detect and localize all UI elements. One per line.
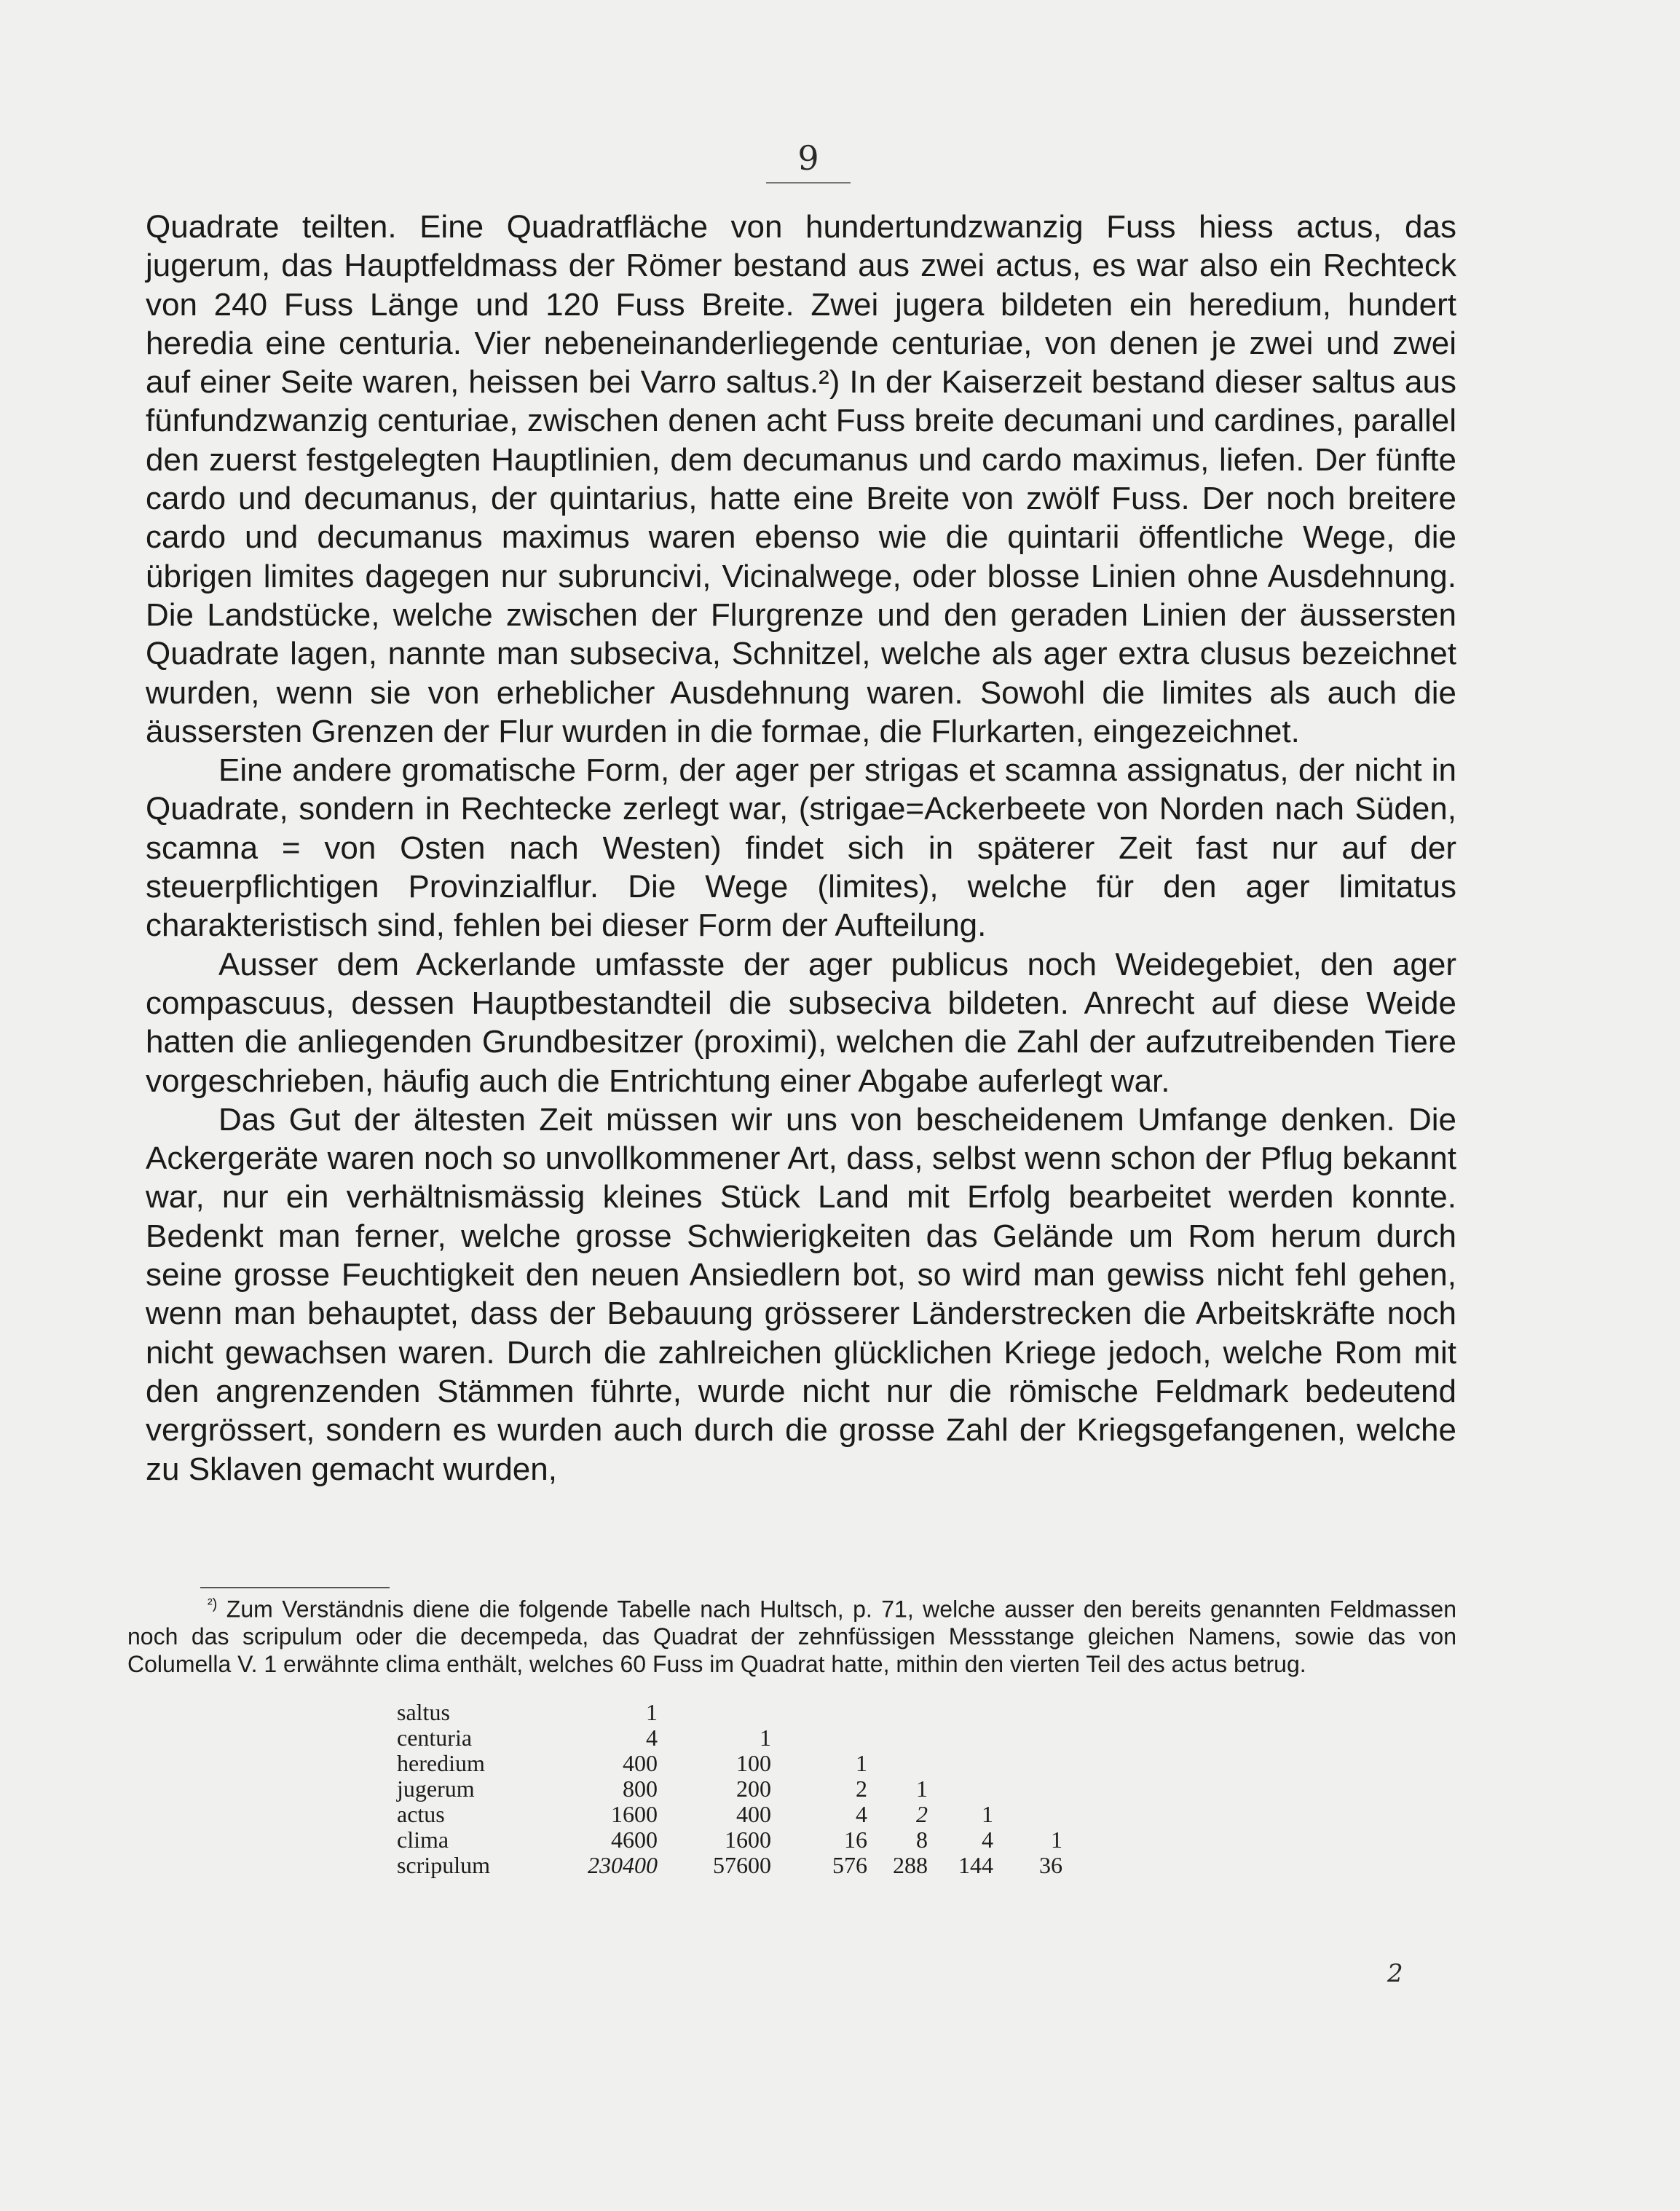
- table-cell: [771, 1725, 867, 1751]
- page-number: 9: [772, 138, 845, 178]
- table-cell: [771, 1700, 867, 1725]
- footnote-marker: ²): [208, 1596, 218, 1612]
- table-cell: 2: [916, 1801, 928, 1827]
- table-row: [397, 1802, 1062, 1827]
- table-cell: 1: [856, 1750, 867, 1776]
- table-cell: [993, 1751, 1062, 1776]
- table-cell: 1: [1051, 1826, 1062, 1853]
- table-cell: 400: [623, 1750, 658, 1776]
- paragraph-3: Ausser dem Ackerlande umfasste der ager publicus noch Weidegebiet, den ager compascuus, dessen Hauptbestandteil die subseciva bildeten. Anrecht auf diese Weide hatten die anliegenden Grundbesitzer (proximi), welchen die Zahl der aufzutreibenden Tiere vorgeschrieben, häufig auch die Entrichtung einer Abgabe auferlegt war.: [146, 946, 1456, 1099]
- table-cell: 2: [856, 1776, 867, 1802]
- table-cell: 1600: [725, 1826, 771, 1853]
- main-text: [146, 208, 1456, 1489]
- table-cell: 400: [736, 1801, 771, 1827]
- table-cell: 230400: [588, 1852, 658, 1878]
- table-cell: [993, 1776, 1062, 1802]
- table-row: [397, 1725, 1062, 1751]
- table-cell: [867, 1700, 928, 1725]
- table-cell: 16: [844, 1826, 867, 1853]
- unit-conversion-table: [397, 1700, 1062, 1878]
- table-cell: [993, 1700, 1062, 1725]
- table-cell: [928, 1700, 993, 1725]
- table-cell: [658, 1700, 771, 1725]
- paragraph-2: Eine andere gromatische Form, der ager per strigas et scamna assignatus, der nicht in Quadrate, sondern in Rechtecke zerlegt war, (strigae=Ackerbeete von Norden nach Süden, scamna = von Osten nach Westen) findet sich in späterer Zeit fast nur auf der steuerpflichtigen Provinzialflur. Die Wege (limites), welche für den ager limitatus charakteristisch sind, fehlen bei dieser Form der Aufteilung.: [146, 752, 1456, 944]
- table-cell: [867, 1725, 928, 1751]
- table-cell: [928, 1725, 993, 1751]
- table-cell: 4: [856, 1801, 867, 1827]
- table-cell: 288: [893, 1852, 928, 1878]
- table-cell: 8: [916, 1826, 928, 1853]
- footnote: [127, 1591, 1456, 1678]
- unit-name: actus: [397, 1801, 445, 1827]
- table-cell: [993, 1802, 1062, 1827]
- table-row: [397, 1776, 1062, 1802]
- table-row: [397, 1853, 1062, 1878]
- unit-name: heredium: [397, 1750, 485, 1776]
- table-cell: 1: [646, 1699, 658, 1725]
- table-row: [397, 1700, 1062, 1725]
- table-cell: 1600: [611, 1801, 658, 1827]
- table-cell: 1: [982, 1801, 993, 1827]
- unit-name: jugerum: [397, 1776, 475, 1802]
- table-cell: 1: [916, 1776, 928, 1802]
- table-cell: 4600: [611, 1826, 658, 1853]
- unit-name: scripulum: [397, 1852, 490, 1878]
- table-cell: [928, 1776, 993, 1802]
- table-cell: 1: [760, 1725, 771, 1751]
- table-cell: [867, 1751, 928, 1776]
- table-row: [397, 1751, 1062, 1776]
- paragraph-1: Quadrate teilten. Eine Quadratfläche von hundertundzwanzig Fuss hiess actus, das jugerum, das Hauptfeldmass der Römer bestand aus zwei actus, es war also ein Rechteck von 240 Fuss Länge und 120 Fuss Breite. Zwei jugera bildeten ein heredium, hundert heredia eine centuria. Vier nebeneinanderliegende centuriae, von denen je zwei und zwei auf einer Seite waren, heissen bei Varro saltus.²) In der Kaiserzeit bestand dieser saltus aus fünfundzwanzig centuriae, zwischen denen acht Fuss breite decumani und cardines, parallel den zuerst festgelegten Hauptlinien, dem decumanus und cardo maximus, liefen. Der fünfte cardo und decumanus, der quintarius, hatte eine Breite von zwölf Fuss. Der noch breitere cardo und decumanus maximus waren ebenso wie die quintarii öffentliche Wege, die übrigen limites dagegen nur subruncivi, Vicinalwege, oder blosse Linien ohne Ausdehnung. Die Landstücke, welche zwischen der Flurgrenze und den geraden Linien der äussersten Quadrate lagen, nannte man subseciva, Schnitzel, welche als ager extra clusus bezeichnet wurden, wenn sie von erheblicher Ausdehnung waren. Sowohl die limites als auch die äussersten Grenzen der Flur wurden in die formae, die Flurkarten, eingezeichnet.: [146, 209, 1456, 749]
- table-cell: 57600: [713, 1852, 771, 1878]
- footnote-text: Zum Verständnis diene die folgende Tabelle nach Hultsch, p. 71, welche ausser den bereits genannten Feldmassen noch das scripulum oder die decempeda, das Quadrat der zehnfüssigen Messstange gleichen Namens, sowie das von Columella V. 1 erwähnte clima enthält, welches 60 Fuss im Quadrat hatte, mithin den vierten Teil des actus betrug.: [127, 1596, 1457, 1677]
- table-cell: 36: [1039, 1852, 1062, 1878]
- unit-name: centuria: [397, 1725, 473, 1751]
- table-cell: 800: [623, 1776, 658, 1802]
- unit-name: saltus: [397, 1699, 450, 1725]
- table-cell: [993, 1725, 1062, 1751]
- table-cell: 4: [982, 1826, 993, 1853]
- table-cell: 576: [832, 1852, 867, 1878]
- signature-mark: 2: [1387, 1959, 1403, 1988]
- paragraph-4: Das Gut der ältesten Zeit müssen wir uns von bescheidenem Umfange denken. Die Ackergeräte waren noch so unvollkommener Art, dass, selbst wenn schon der Pflug bekannt war, nur ein verhältnismässig kleines Stück Land mit Erfolg bearbeitet werden konnte. Bedenkt man ferner, welche grosse Schwierigkeiten das Gelände um Rom herum durch seine grosse Feuchtigkeit den neuen Ansiedlern bot, so wird man gewiss nicht fehl gehen, wenn man behauptet, dass der Bebauung grösserer Länderstrecken die Arbeitskräfte noch nicht gewachsen waren. Durch die zahlreichen glücklichen Kriege jedoch, welche Rom mit den angrenzenden Stämmen führte, wurde nicht nur die römische Feldmark bedeutend vergrössert, sondern es wurden auch durch die grosse Zahl der Kriegsgefangenen, welche zu Sklaven gemacht wurden,: [146, 1101, 1456, 1487]
- table-cell: 100: [736, 1750, 771, 1776]
- table-cell: 144: [958, 1852, 993, 1878]
- table-row: [397, 1827, 1062, 1853]
- unit-name: clima: [397, 1826, 449, 1853]
- table-cell: 200: [736, 1776, 771, 1802]
- table-cell: [928, 1751, 993, 1776]
- table-cell: 4: [646, 1725, 658, 1751]
